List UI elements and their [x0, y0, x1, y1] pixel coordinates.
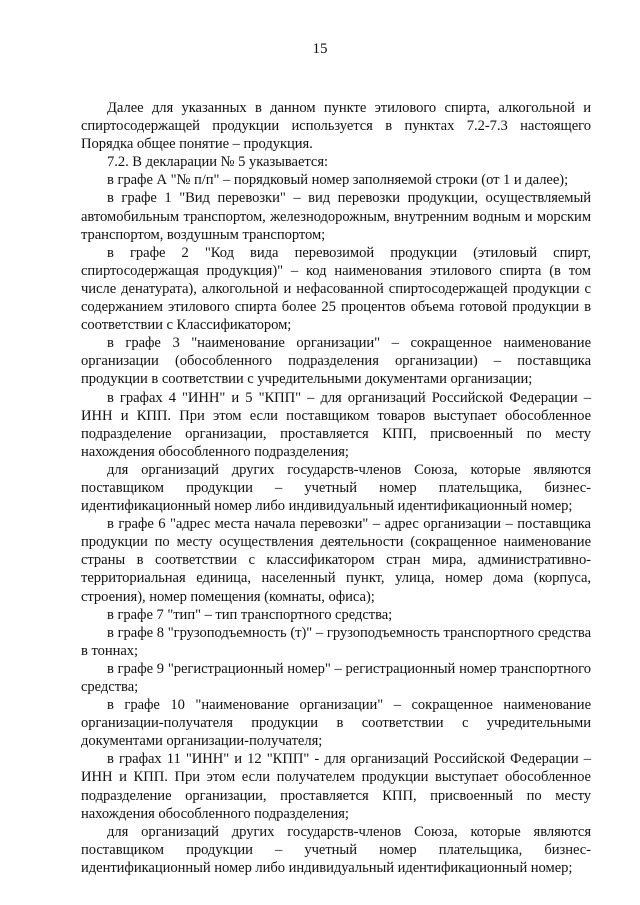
paragraph-column-8: в графе 8 "грузоподъемность (т)" – грузоподъемность транспортного средства в тоннах; — [81, 624, 591, 659]
paragraph-column-10: в графе 10 "наименование организации" – сокращенное наименование организации-получателя продукции в соответствии с учредительными документами организации-получателя; — [81, 697, 591, 750]
paragraph-column-7: в графе 7 "тип" – тип транспортного средства; — [107, 606, 393, 623]
paragraph-column-2: в графе 2 "Код вида перевозимой продукции (этиловый спирт, спиртосодержащая продукция)" – код наименования этилового спирта (в том числе денатурата), алкогольной и нефасованной спиртосодержащей продукции с содержанием этилового спирта более 25 процентов объема готовой продукции в соответствии с Классификатором; — [81, 244, 591, 334]
paragraph-column-a: в графе А "№ п/п" – порядковый номер заполняемой строки (от 1 и далее); — [107, 172, 569, 189]
document-body — [81, 99, 591, 877]
paragraph-columns-11-12: в графах 11 "ИНН" и 12 "КПП" - для организаций Российской Федерации – ИНН и КПП. При этом если получателем продукции выступает обособленное подразделение организации, проставляется КПП, присвоенный по месту нахождения обособленного подразделения; — [81, 751, 591, 822]
paragraph-union-recipient: для организаций других государств-членов Союза, которые являются поставщиком продукции – учетный номер плательщика, бизнес-идентификационный номер либо индивидуальный идентификационный номер; — [81, 823, 591, 876]
paragraph-column-9: в графе 9 "регистрационный номер" – регистрационный номер транспортного средства; — [81, 660, 591, 695]
paragraph-column-1: в графе 1 "Вид перевозки" – вид перевозки продукции, осуществляемый автомобильным транспортом, железнодорожным, внутренним водным и морским транспортом, воздушным транспортом; — [81, 190, 591, 243]
paragraph-union-supplier: для организаций других государств-членов Союза, которые являются поставщиком продукции – учетный номер плательщика, бизнес-идентификационный номер либо индивидуальный идентификационный номер; — [81, 461, 591, 515]
paragraph-general-term: Далее для указанных в данном пункте этилового спирта, алкогольной и спиртосодержащей продукции используется в пунктах 7.2-7.3 настоящего Порядка общее понятие – продукция. — [81, 100, 591, 153]
paragraph-column-3: в графе 3 "наименование организации" – сокращенное наименование организации (обособленного подразделения организации) – поставщика продукции в соответствии с учредительными документами организации; — [81, 335, 591, 388]
paragraph-columns-4-5: в графах 4 "ИНН" и 5 "КПП" – для организаций Российской Федерации – ИНН и КПП. При этом если поставщиком товаров выступает обособленное подразделение организации, проставляется КПП, присвоенный по месту нахождения обособленного подразделения; — [81, 389, 591, 460]
page-number: 15 — [312, 41, 328, 57]
paragraph-heading-7-2: 7.2. В декларации № 5 указывается: — [107, 154, 329, 171]
paragraph-column-6: в графе 6 "адрес места начала перевозки" – адрес организации – поставщика продукции по месту осуществления деятельности (сокращенное наименование страны в соответствии с классификатором стран мира, административно-территориальная единица, населенный пункт, улица, номер дома (корпуса, строения), номер помещения (комнаты, офиса); — [81, 516, 591, 605]
